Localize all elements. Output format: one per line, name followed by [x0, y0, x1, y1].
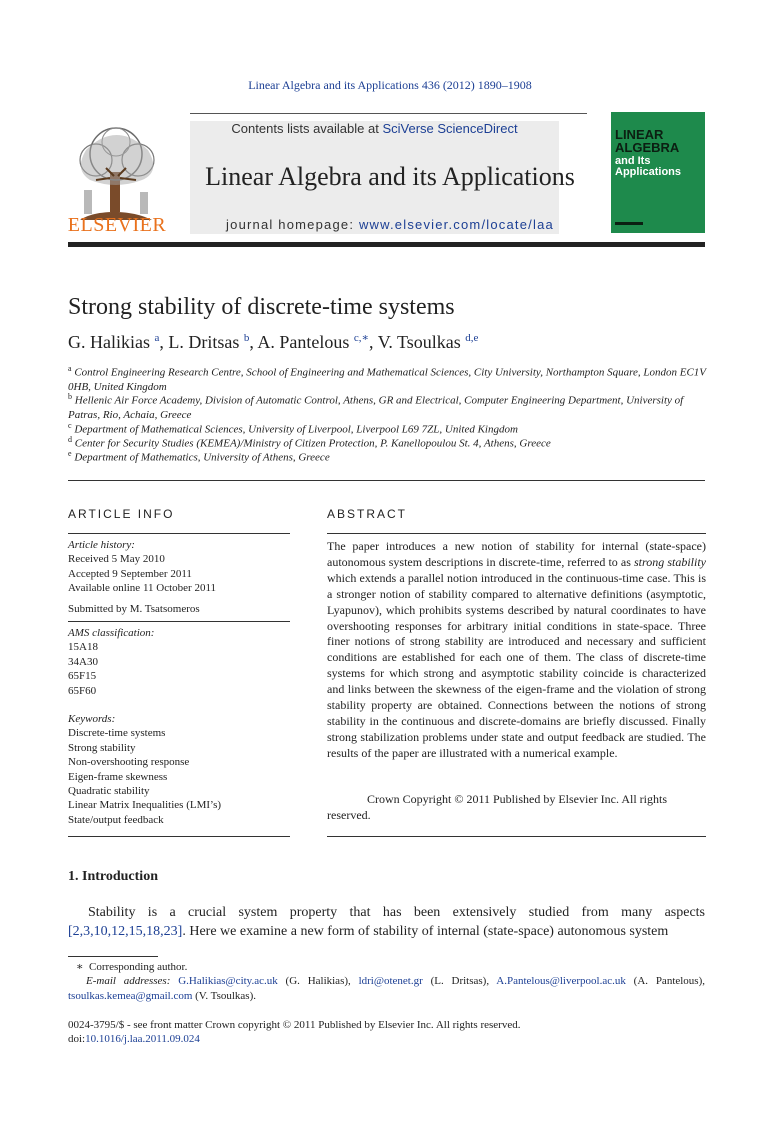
issn-line: 0024-3795/$ - see front matter Crown copyright © 2011 Published by Elsevier Inc. All rights reserved. [68, 1019, 521, 1031]
ams-code: 65F15 [68, 670, 97, 683]
footnote-star: ∗ [76, 961, 84, 973]
keyword: Non-overshooting response [68, 756, 190, 769]
contents-prefix: Contents lists available at [231, 121, 383, 136]
contents-available-line [190, 121, 559, 136]
ams-code: 15A18 [68, 641, 98, 654]
affiliation-item [68, 447, 708, 465]
section-heading: 1. Introduction [68, 869, 158, 884]
affiliation-mark: d [68, 435, 72, 444]
article-info-rule [68, 621, 290, 622]
author-affil-ref[interactable]: b [243, 332, 250, 344]
author-list [68, 331, 478, 353]
keyword: Eigen-frame skewness [68, 770, 168, 783]
affiliation-item [68, 390, 708, 422]
ams-code: 34A30 [68, 655, 98, 668]
affiliation-mark: e [68, 449, 72, 458]
affiliations-rule [68, 480, 705, 481]
journal-homepage [190, 217, 590, 232]
submitted-by: Submitted by M. Tsatsomeros [68, 603, 200, 615]
online-date: Available online 11 October 2011 [68, 582, 217, 595]
author-affil-ref[interactable]: c,∗ [353, 332, 369, 344]
intro-paragraph [68, 903, 705, 941]
keyword: Strong stability [68, 741, 136, 754]
keywords-label: Keywords: [68, 713, 116, 725]
header-thick-rule [68, 242, 705, 247]
email-link[interactable]: A.Pantelous@liverpool.ac.uk [496, 975, 626, 988]
author-name: A. Pantelous [257, 332, 350, 352]
cover-title [615, 128, 679, 154]
doi-label: doi: [68, 1033, 86, 1046]
email-link[interactable]: G.Halikias@city.ac.uk [178, 975, 278, 988]
abstract-rule [327, 533, 706, 534]
article-info-rule [68, 836, 290, 837]
keywords [68, 712, 290, 827]
email-owner: (L. Dritsas), [422, 975, 497, 988]
keyword: Discrete-time systems [68, 727, 166, 740]
intro-text: Stability is a crucial system property that has been extensively studied from many aspects [88, 905, 705, 920]
homepage-link[interactable]: www.elsevier.com/locate/laa [358, 217, 554, 232]
author-sep: , [369, 332, 378, 352]
homepage-prefix: journal homepage: [226, 217, 359, 232]
citation-refs[interactable]: [2,3,10,12,15,18,23] [68, 924, 183, 939]
paper-title: Strong stability of discrete-time systems [68, 294, 455, 320]
abstract-rule [327, 836, 706, 837]
cover-title-line2: ALGEBRA [615, 140, 680, 155]
keyword: State/output feedback [68, 813, 164, 826]
email-label: E-mail addresses: [86, 975, 171, 988]
cover-subtitle [615, 156, 681, 178]
email-owner: (G. Halikias), [277, 975, 359, 988]
ams-code: 65F60 [68, 684, 97, 697]
journal-citation[interactable]: Linear Algebra and its Applications 436 (2012) 1890–1908 [248, 78, 532, 92]
footnote-rule [68, 956, 158, 957]
received-date: Received 5 May 2010 [68, 553, 165, 566]
history-label: Article history: [68, 539, 135, 551]
journal-name: Linear Algebra and its Applications [205, 162, 575, 191]
ams-label: AMS classification: [68, 627, 155, 639]
accepted-date: Accepted 9 September 2011 [68, 567, 192, 580]
article-history [68, 538, 290, 596]
affiliation-text: Hellenic Air Force Academy, Division of Automatic Control, Athens, GR and Electrical, Computer Engineering Department, University of Patras, Rio, Achaia, Greece [68, 394, 684, 421]
email-owner: (V. Tsoulkas). [192, 989, 256, 1002]
author-affil-ref[interactable]: d,e [465, 332, 479, 344]
doi-link[interactable]: 10.1016/j.laa.2011.09.024 [85, 1033, 200, 1046]
affiliation-mark: a [68, 364, 72, 373]
author-affil-ref[interactable]: a [154, 332, 160, 344]
abstract-part: which extends a parallel notion introduced in the continuous-time case. This is a stronger notion of stability compared to alternative definitions (asymptotic, Lyapunov), which prohibits systems described by natural coordinates to have overshooting responses for arbitrary initial conditions in state-space. Three finer notions of strong stability are introduced and necessary and sufficient conditions are established for each one of them. The class of discrete-time systems for which strong and asymptotic stability coincide is characterized and links between the skewness of the eigen-frame and the violation of strong stability property are obtained. Connections between the notions of strong stability in the continuous and discrete-domains are briefly discussed. Finally strong stabilization problems under state and output feedback are studied. The results of the paper are illustrated with a numerical example. [327, 570, 706, 760]
author-sep: , [249, 332, 258, 352]
author-sep: , [159, 332, 169, 352]
footnote [68, 960, 705, 1003]
cover-sub-line1: and Its [615, 155, 651, 167]
keyword: Linear Matrix Inequalities (LMI’s) [68, 799, 222, 812]
affiliation-text: Control Engineering Research Centre, School of Engineering and Mathematical Sciences, City University, Northampton Square, London EC1V 0HB, United Kingdom [68, 366, 706, 393]
corresponding-author: Corresponding author. [88, 961, 188, 973]
cover-decoration [615, 222, 643, 225]
journal-cover [611, 112, 705, 233]
abstract-copyright: Crown Copyright © 2011 Published by Elsevier Inc. All rights reserved. [327, 792, 667, 822]
affiliation-mark: c [68, 421, 72, 430]
front-matter-info [68, 1018, 520, 1047]
affiliation-text: Department of Mathematics, University of Athens, Greece [74, 451, 330, 464]
sciencedirect-link[interactable]: SciVerse ScienceDirect [382, 121, 518, 136]
intro-text: . Here we examine a new form of stability of internal (state-space) autonomous system [182, 924, 669, 939]
abstract-text [327, 539, 706, 762]
cover-title-line1: LINEAR [615, 127, 664, 142]
abstract-emphasis: strong stability [634, 554, 706, 569]
keyword: Quadratic stability [68, 785, 150, 798]
ams-classification [68, 626, 290, 698]
article-info-rule [68, 533, 290, 534]
author-name: G. Halikias [68, 332, 150, 352]
author-name: L. Dritsas [168, 332, 240, 352]
elsevier-logo [66, 120, 168, 238]
email-link[interactable]: tsoulkas.kemea@gmail.com [68, 989, 193, 1002]
affiliation-text: Center for Security Studies (KEMEA)/Ministry of Citizen Protection, P. Kanellopoulou St. 4, Athens, Greece [74, 437, 551, 450]
affiliation-text: Department of Mathematical Sciences, University of Liverpool, Liverpool L69 7ZL, United Kingdom [74, 423, 518, 436]
email-owner: (A. Pantelous), [625, 975, 706, 988]
affiliation-item [68, 362, 708, 394]
abstract-part: The paper introduces a new notion of stability for internal (state-space) autonomous system descriptions in discrete-time, referred to as [327, 539, 706, 569]
abstract-heading: ABSTRACT [327, 507, 408, 521]
author-name: V. Tsoulkas [377, 332, 461, 352]
elsevier-wordmark: ELSEVIER [67, 214, 167, 236]
email-link[interactable]: ldri@otenet.gr [358, 975, 423, 988]
header-divider [190, 113, 587, 114]
cover-sub-line2: Applications [615, 166, 682, 178]
article-info-heading: ARTICLE INFO [68, 507, 175, 521]
affiliation-mark: b [68, 392, 72, 401]
